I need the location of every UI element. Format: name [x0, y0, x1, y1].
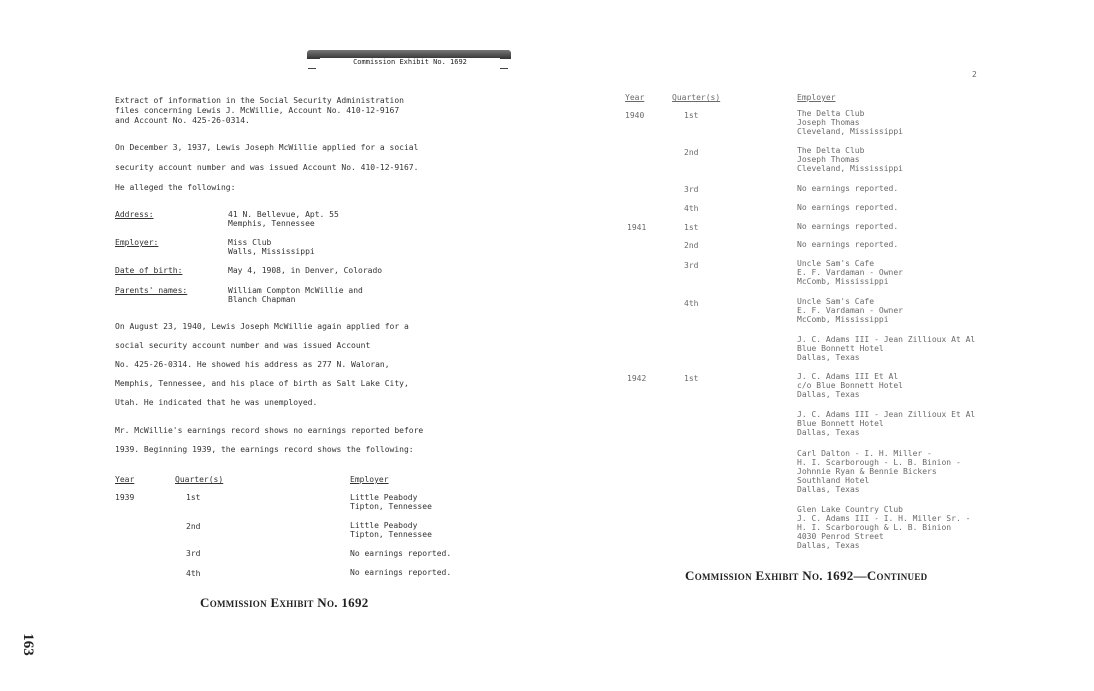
- exhibit-header-label: Commission Exhibit No. 1692: [320, 58, 500, 66]
- intro-line-2: files concerning Lewis J. McWillie, Account No. 410-12-9167: [115, 106, 400, 115]
- right-row-year: 1941: [627, 223, 647, 232]
- left-row-employer: Tipton, Tennessee: [350, 530, 432, 539]
- left-row-quarter: 2nd: [186, 522, 201, 531]
- right-row-quarter: 2nd: [684, 148, 699, 157]
- right-row-employer: Uncle Sam's Cafe: [797, 259, 875, 268]
- p2-line-5: Utah. He indicated that he was unemployed.: [115, 398, 318, 407]
- right-row-employer: J. C. Adams III - Jean Zillioux At Al: [797, 335, 976, 344]
- right-header-year: Year: [625, 93, 645, 102]
- field-label-parents: Parents' names:: [115, 286, 188, 295]
- right-row-quarter: 3rd: [684, 185, 699, 194]
- right-row-employer: 4030 Penrod Street: [797, 532, 884, 541]
- right-row-employer: E. F. Vardaman - Owner: [797, 268, 903, 277]
- right-row-quarter: 2nd: [684, 241, 699, 250]
- left-row-year: 1939: [115, 493, 135, 502]
- right-row-employer: H. I. Scarborough - L. B. Binion -: [797, 458, 961, 467]
- left-caption: Commission Exhibit No. 1692: [200, 595, 369, 610]
- right-row-employer: J. C. Adams III Et Al: [797, 372, 899, 381]
- right-row-employer: c/o Blue Bonnett Hotel: [797, 381, 903, 390]
- right-row-quarter: 3rd: [684, 261, 699, 270]
- header-tick-left: [308, 68, 316, 69]
- field-value-parents-1: William Compton McWillie and: [228, 286, 363, 295]
- left-row-quarter: 1st: [186, 493, 201, 502]
- right-row-employer: Dallas, Texas: [797, 485, 860, 494]
- intro-line-1: Extract of information in the Social Security Administration: [115, 96, 404, 105]
- field-value-parents-2: Blanch Chapman: [228, 295, 296, 304]
- p1-line-3: He alleged the following:: [115, 183, 236, 192]
- field-value-birth: May 4, 1908, in Denver, Colorado: [228, 266, 383, 275]
- right-row-employer: Carl Dalton - I. H. Miller -: [797, 449, 932, 458]
- right-row-employer: McComb, Mississippi: [797, 277, 889, 286]
- p2-line-3: No. 425-26-0314. He showed his address as 277 N. Waloran,: [115, 360, 390, 369]
- right-row-employer: Dallas, Texas: [797, 390, 860, 399]
- right-header-employer: Employer: [797, 93, 836, 102]
- right-row-quarter: 1st: [684, 223, 699, 232]
- right-row-quarter: 1st: [684, 111, 699, 120]
- right-row-employer: Southland Hotel: [797, 476, 870, 485]
- right-row-employer: E. F. Vardaman - Owner: [797, 306, 903, 315]
- right-row-employer: Blue Bonnett Hotel: [797, 419, 884, 428]
- right-row-employer: Dallas, Texas: [797, 541, 860, 550]
- right-row-quarter: 1st: [684, 374, 699, 383]
- left-row-quarter: 4th: [186, 569, 201, 578]
- corner-page-number: 2: [972, 70, 977, 79]
- field-label-birth: Date of birth:: [115, 266, 183, 275]
- right-row-employer: McComb, Mississippi: [797, 315, 889, 324]
- right-row-quarter: 4th: [684, 204, 699, 213]
- left-row-employer: Tipton, Tennessee: [350, 502, 432, 511]
- right-header-quarter: Quarter(s): [672, 93, 721, 102]
- right-row-employer: Dallas, Texas: [797, 428, 860, 437]
- right-row-employer: Glen Lake Country Club: [797, 505, 903, 514]
- right-row-employer: The Delta Club: [797, 146, 865, 155]
- left-header-year: Year: [115, 475, 135, 484]
- right-row-employer: Joseph Thomas: [797, 118, 860, 127]
- intro-line-3: and Account No. 425-26-0314.: [115, 116, 250, 125]
- left-row-employer: No earnings reported.: [350, 568, 452, 577]
- right-row-employer: Blue Bonnett Hotel: [797, 344, 884, 353]
- field-value-employer-2: Walls, Mississippi: [228, 247, 315, 256]
- right-row-employer: J. C. Adams III - I. H. Miller Sr. -: [797, 514, 971, 523]
- p1-line-2: security account number and was issued Account No. 410-12-9167.: [115, 163, 419, 172]
- right-row-employer: Johnnie Ryan & Bennie Bickers: [797, 467, 937, 476]
- left-row-quarter: 3rd: [186, 549, 201, 558]
- right-row-employer: No earnings reported.: [797, 222, 899, 231]
- right-row-quarter: 4th: [684, 299, 699, 308]
- p1-line-1: On December 3, 1937, Lewis Joseph McWillie applied for a social: [115, 143, 419, 152]
- right-row-year: 1940: [625, 111, 645, 120]
- left-row-employer: No earnings reported.: [350, 549, 452, 558]
- p2-line-2: social security account number and was issued Account: [115, 341, 371, 350]
- right-caption: Commission Exhibit No. 1692—Continued: [685, 568, 928, 583]
- p2-line-1: On August 23, 1940, Lewis Joseph McWillie again applied for a: [115, 322, 409, 331]
- right-row-employer: No earnings reported.: [797, 203, 899, 212]
- left-header-quarter: Quarter(s): [175, 475, 224, 484]
- left-row-employer: Little Peabody: [350, 521, 418, 530]
- right-row-employer: The Delta Club: [797, 109, 865, 118]
- right-row-employer: Dallas, Texas: [797, 353, 860, 362]
- field-label-employer: Employer:: [115, 238, 159, 247]
- right-row-employer: Cleveland, Mississippi: [797, 164, 903, 173]
- right-row-employer: No earnings reported.: [797, 184, 899, 193]
- side-page-number: 163: [19, 633, 36, 656]
- field-label-address: Address:: [115, 210, 154, 219]
- field-value-employer-1: Miss Club: [228, 238, 272, 247]
- right-row-employer: Uncle Sam's Cafe: [797, 297, 875, 306]
- field-value-address-1: 41 N. Bellevue, Apt. 55: [228, 210, 339, 219]
- p3-line-2: 1939. Beginning 1939, the earnings record shows the following:: [115, 445, 414, 454]
- right-row-year: 1942: [627, 374, 647, 383]
- right-row-employer: H. I. Scarborough & L. B. Binion: [797, 523, 952, 532]
- field-value-address-2: Memphis, Tennessee: [228, 219, 315, 228]
- right-row-employer: No earnings reported.: [797, 240, 899, 249]
- right-row-employer: Joseph Thomas: [797, 155, 860, 164]
- left-row-employer: Little Peabody: [350, 493, 418, 502]
- left-header-employer: Employer: [350, 475, 389, 484]
- p3-line-1: Mr. McWillie's earnings record shows no earnings reported before: [115, 426, 424, 435]
- right-row-employer: J. C. Adams III - Jean Zillioux Et Al: [797, 410, 976, 419]
- p2-line-4: Memphis, Tennessee, and his place of birth as Salt Lake City,: [115, 379, 409, 388]
- right-row-employer: Cleveland, Mississippi: [797, 127, 903, 136]
- header-tick-right: [500, 68, 508, 69]
